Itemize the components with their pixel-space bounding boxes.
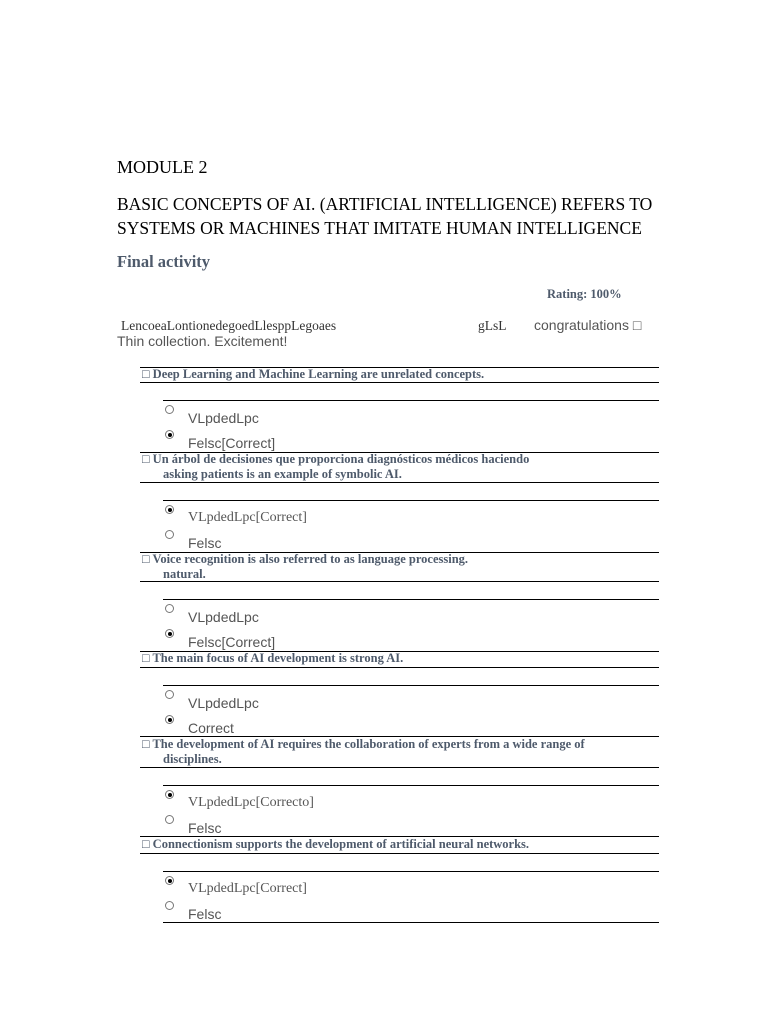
option-label: VLpdedLpc bbox=[188, 695, 259, 711]
option-label: VLpdedLpc bbox=[188, 410, 259, 426]
garbled-text-2: gLsL bbox=[478, 318, 507, 333]
radio-button-selected[interactable] bbox=[165, 790, 174, 799]
congratulations-text: congratulations □ bbox=[534, 317, 642, 333]
divider bbox=[140, 581, 659, 582]
rating-text: Rating: 100% bbox=[547, 287, 622, 301]
divider bbox=[140, 853, 659, 854]
divider bbox=[163, 685, 659, 686]
radio-button[interactable] bbox=[165, 901, 174, 910]
radio-button[interactable] bbox=[165, 405, 174, 414]
radio-button-selected[interactable] bbox=[165, 876, 174, 885]
question-text: □ The main focus of AI development is strong AI. bbox=[142, 651, 404, 665]
divider bbox=[163, 871, 659, 872]
option-label: VLpdedLpc[Correcto] bbox=[188, 795, 314, 810]
radio-button[interactable] bbox=[165, 530, 174, 539]
question-2 bbox=[142, 452, 662, 482]
divider bbox=[140, 482, 659, 483]
question-text: □ Voice recognition is also referred to as language processing. bbox=[142, 552, 469, 566]
divider bbox=[163, 922, 659, 923]
divider bbox=[163, 500, 659, 501]
question-6 bbox=[142, 837, 662, 852]
question-text: □ The development of AI requires the collaboration of experts from a wide range of bbox=[142, 737, 585, 751]
divider bbox=[163, 599, 659, 600]
option-label: VLpdedLpc bbox=[188, 609, 259, 625]
question-text: □ Deep Learning and Machine Learning are unrelated concepts. bbox=[142, 367, 485, 381]
radio-button[interactable] bbox=[165, 815, 174, 824]
radio-button-selected[interactable] bbox=[165, 505, 174, 514]
final-activity-title: Final activity bbox=[117, 252, 211, 271]
question-1 bbox=[142, 367, 662, 382]
question-text-continued: disciplines. bbox=[163, 752, 222, 766]
option-label: Correct bbox=[188, 720, 234, 736]
option-label: Felsc bbox=[188, 535, 222, 551]
radio-button-selected[interactable] bbox=[165, 430, 174, 439]
question-4 bbox=[142, 651, 662, 666]
question-text: □ Un árbol de decisiones que proporciona diagnósticos médicos haciendo bbox=[142, 452, 530, 466]
page-heading: BASIC CONCEPTS OF AI. (ARTIFICIAL INTELLIGENCE) REFERS TO SYSTEMS OR MACHINES THAT IMITATE HUMAN INTELLIGENCE bbox=[117, 194, 653, 238]
option-label: Felsc bbox=[188, 906, 222, 922]
radio-button[interactable] bbox=[165, 604, 174, 613]
question-5 bbox=[142, 737, 662, 767]
question-3 bbox=[142, 552, 662, 582]
module-title: MODULE 2 bbox=[117, 157, 208, 177]
question-text-continued: asking patients is an example of symbolic AI. bbox=[163, 467, 402, 481]
option-label: VLpdedLpc[Correct] bbox=[188, 881, 307, 896]
question-text: □ Connectionism supports the development of artificial neural networks. bbox=[142, 837, 530, 851]
garbled-text-1: LencoeaLontionedegoedLlesppLegoaes bbox=[121, 318, 337, 333]
divider bbox=[140, 667, 659, 668]
option-label: Felsc[Correct] bbox=[188, 634, 276, 650]
radio-button[interactable] bbox=[165, 690, 174, 699]
divider bbox=[163, 785, 659, 786]
divider bbox=[140, 767, 659, 768]
radio-button-selected[interactable] bbox=[165, 715, 174, 724]
option-label: Felsc[Correct] bbox=[188, 435, 276, 451]
divider bbox=[140, 382, 659, 383]
divider bbox=[163, 400, 659, 401]
option-label: VLpdedLpc[Correct] bbox=[188, 510, 307, 525]
thin-collection-text: Thin collection. Excitement! bbox=[117, 333, 288, 349]
option-label: Felsc bbox=[188, 820, 222, 836]
question-text-continued: natural. bbox=[163, 567, 206, 581]
radio-button-selected[interactable] bbox=[165, 629, 174, 638]
